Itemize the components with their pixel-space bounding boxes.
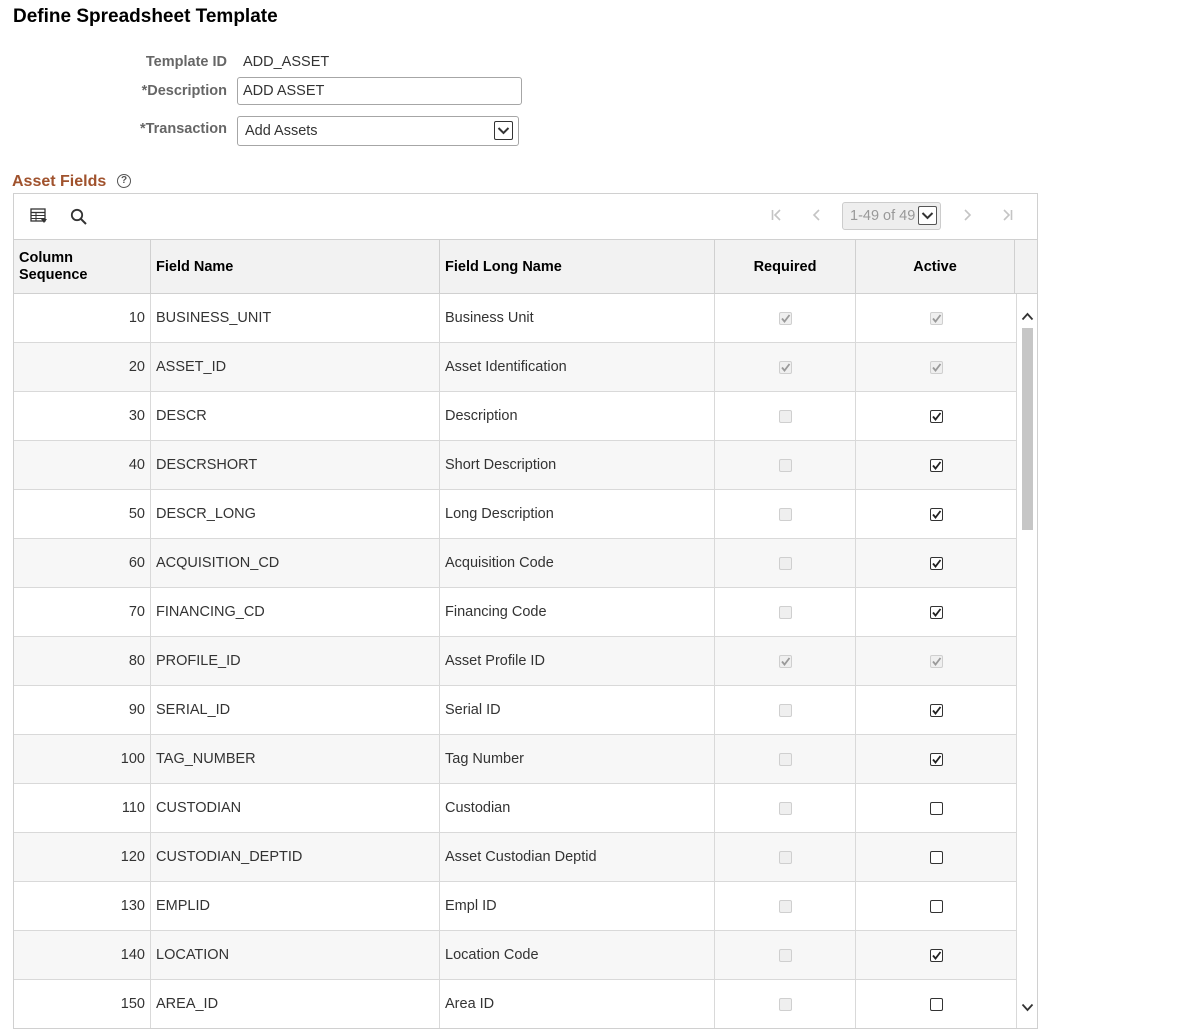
required-cell	[715, 588, 856, 636]
transaction-select[interactable]	[237, 116, 519, 146]
cell-field-long-name: Long Description	[440, 490, 715, 538]
cell-field-name: TAG_NUMBER	[151, 735, 440, 783]
required-cell	[715, 882, 856, 930]
grid-body	[14, 294, 1017, 1028]
cell-field-name: ACQUISITION_CD	[151, 539, 440, 587]
table-row	[14, 882, 1017, 931]
cell-field-long-name: Asset Profile ID	[440, 637, 715, 685]
cell-field-name: DESCR_LONG	[151, 490, 440, 538]
required-checkbox	[779, 851, 792, 864]
active-checkbox[interactable]	[930, 557, 943, 570]
cell-field-long-name: Area ID	[440, 980, 715, 1028]
cell-column-sequence: 80	[14, 637, 151, 685]
question-circle-icon[interactable]: ?	[117, 174, 131, 188]
page-title: Define Spreadsheet Template	[13, 6, 278, 27]
cell-field-long-name: Custodian	[440, 784, 715, 832]
cell-column-sequence: 130	[14, 882, 151, 930]
cell-column-sequence: 50	[14, 490, 151, 538]
table-row	[14, 343, 1017, 392]
cell-column-sequence: 70	[14, 588, 151, 636]
cell-column-sequence: 90	[14, 686, 151, 734]
active-checkbox	[930, 361, 943, 374]
table-row	[14, 931, 1017, 980]
required-cell	[715, 931, 856, 979]
column-header-filler	[1015, 240, 1037, 293]
active-cell	[856, 343, 1017, 391]
cell-column-sequence: 150	[14, 980, 151, 1028]
required-checkbox	[779, 998, 792, 1011]
active-checkbox[interactable]	[930, 949, 943, 962]
required-cell	[715, 490, 856, 538]
table-row	[14, 980, 1017, 1028]
required-checkbox	[779, 900, 792, 913]
cell-field-long-name: Acquisition Code	[440, 539, 715, 587]
active-checkbox[interactable]	[930, 606, 943, 619]
column-header-required[interactable]: Required	[715, 240, 856, 293]
cell-field-long-name: Tag Number	[440, 735, 715, 783]
cell-field-long-name: Asset Custodian Deptid	[440, 833, 715, 881]
cell-field-name: PROFILE_ID	[151, 637, 440, 685]
required-cell	[715, 784, 856, 832]
active-cell	[856, 980, 1017, 1028]
cell-column-sequence: 40	[14, 441, 151, 489]
cell-field-long-name: Empl ID	[440, 882, 715, 930]
required-checkbox	[779, 557, 792, 570]
cell-field-long-name: Location Code	[440, 931, 715, 979]
next-page-icon[interactable]	[960, 208, 974, 227]
active-checkbox[interactable]	[930, 459, 943, 472]
chevron-down-icon[interactable]	[494, 121, 513, 140]
active-cell	[856, 931, 1017, 979]
required-checkbox	[779, 508, 792, 521]
cell-column-sequence: 20	[14, 343, 151, 391]
required-checkbox	[779, 361, 792, 374]
active-checkbox[interactable]	[930, 851, 943, 864]
cell-field-name: CUSTODIAN_DEPTID	[151, 833, 440, 881]
table-row	[14, 686, 1017, 735]
search-icon[interactable]	[70, 208, 88, 231]
active-cell	[856, 294, 1017, 342]
cell-field-long-name: Asset Identification	[440, 343, 715, 391]
column-header-field-long-name[interactable]: Field Long Name	[440, 240, 715, 293]
active-cell	[856, 833, 1017, 881]
previous-page-icon[interactable]	[810, 208, 824, 227]
required-checkbox	[779, 753, 792, 766]
table-row	[14, 294, 1017, 343]
cell-field-long-name: Short Description	[440, 441, 715, 489]
required-cell	[715, 637, 856, 685]
active-cell	[856, 539, 1017, 587]
transaction-select-value: Add Assets	[245, 123, 318, 139]
scroll-up-icon[interactable]	[1021, 308, 1034, 326]
active-cell	[856, 882, 1017, 930]
required-cell	[715, 441, 856, 489]
column-header-sequence-line2: Sequence	[19, 266, 88, 283]
cell-column-sequence: 30	[14, 392, 151, 440]
required-checkbox	[779, 949, 792, 962]
required-cell	[715, 539, 856, 587]
cell-column-sequence: 60	[14, 539, 151, 587]
required-checkbox	[779, 606, 792, 619]
active-checkbox[interactable]	[930, 802, 943, 815]
template-id-value: ADD_ASSET	[243, 54, 330, 70]
cell-field-name: CUSTODIAN	[151, 784, 440, 832]
active-checkbox[interactable]	[930, 753, 943, 766]
active-cell	[856, 637, 1017, 685]
table-header-row	[14, 239, 1037, 294]
active-cell	[856, 784, 1017, 832]
required-checkbox	[779, 459, 792, 472]
cell-field-name: DESCRSHORT	[151, 441, 440, 489]
required-checkbox	[779, 655, 792, 668]
table-row	[14, 735, 1017, 784]
required-checkbox	[779, 410, 792, 423]
active-checkbox[interactable]	[930, 508, 943, 521]
template-id-label: Template ID	[145, 54, 227, 70]
cell-field-name: AREA_ID	[151, 980, 440, 1028]
required-cell	[715, 735, 856, 783]
table-row	[14, 784, 1017, 833]
description-input[interactable]	[237, 77, 522, 105]
required-cell	[715, 686, 856, 734]
first-page-icon[interactable]	[770, 208, 784, 227]
active-checkbox	[930, 312, 943, 325]
pager-text: 1-49 of 49	[850, 208, 916, 224]
active-checkbox[interactable]	[930, 998, 943, 1011]
required-checkbox	[779, 704, 792, 717]
active-cell	[856, 441, 1017, 489]
required-cell	[715, 392, 856, 440]
grid-toolbar	[14, 194, 1037, 239]
table-row	[14, 539, 1017, 588]
required-cell	[715, 343, 856, 391]
scroll-down-icon[interactable]	[1021, 999, 1034, 1017]
cell-column-sequence: 10	[14, 294, 151, 342]
scrollbar-thumb[interactable]	[1022, 328, 1033, 530]
column-header-sequence-line1: Column	[19, 249, 73, 266]
active-cell	[856, 735, 1017, 783]
cell-column-sequence: 100	[14, 735, 151, 783]
table-row	[14, 833, 1017, 882]
active-checkbox[interactable]	[930, 900, 943, 913]
cell-field-name: BUSINESS_UNIT	[151, 294, 440, 342]
table-row	[14, 637, 1017, 686]
table-row	[14, 490, 1017, 539]
required-checkbox	[779, 312, 792, 325]
column-header-sequence[interactable]	[14, 240, 151, 293]
cell-field-long-name: Description	[440, 392, 715, 440]
active-cell	[856, 588, 1017, 636]
required-checkbox	[779, 802, 792, 815]
section-title-asset-fields: Asset Fields	[12, 173, 107, 190]
cell-column-sequence: 110	[14, 784, 151, 832]
cell-field-long-name: Serial ID	[440, 686, 715, 734]
cell-column-sequence: 120	[14, 833, 151, 881]
cell-field-name: SERIAL_ID	[151, 686, 440, 734]
table-row	[14, 588, 1017, 637]
cell-field-name: DESCR	[151, 392, 440, 440]
asset-fields-grid	[13, 193, 1038, 1029]
column-header-field-name[interactable]: Field Name	[151, 240, 440, 293]
active-cell	[856, 686, 1017, 734]
transaction-label: *Transaction	[139, 121, 227, 137]
vertical-scrollbar[interactable]	[1017, 294, 1037, 1028]
cell-field-long-name: Financing Code	[440, 588, 715, 636]
pager-select[interactable]	[842, 202, 941, 230]
cell-field-name: EMPLID	[151, 882, 440, 930]
cell-field-name: LOCATION	[151, 931, 440, 979]
active-cell	[856, 490, 1017, 538]
cell-column-sequence: 140	[14, 931, 151, 979]
cell-field-name: ASSET_ID	[151, 343, 440, 391]
cell-field-long-name: Business Unit	[440, 294, 715, 342]
chevron-down-icon[interactable]	[918, 206, 937, 225]
active-checkbox	[930, 655, 943, 668]
table-row	[14, 441, 1017, 490]
table-row	[14, 392, 1017, 441]
required-cell	[715, 294, 856, 342]
grid-personalize-icon[interactable]	[30, 208, 48, 229]
required-cell	[715, 833, 856, 881]
required-cell	[715, 980, 856, 1028]
column-header-active[interactable]: Active	[856, 240, 1015, 293]
active-checkbox[interactable]	[930, 410, 943, 423]
active-checkbox[interactable]	[930, 704, 943, 717]
cell-field-name: FINANCING_CD	[151, 588, 440, 636]
last-page-icon[interactable]	[1000, 208, 1014, 227]
description-label: *Description	[141, 83, 227, 99]
active-cell	[856, 392, 1017, 440]
